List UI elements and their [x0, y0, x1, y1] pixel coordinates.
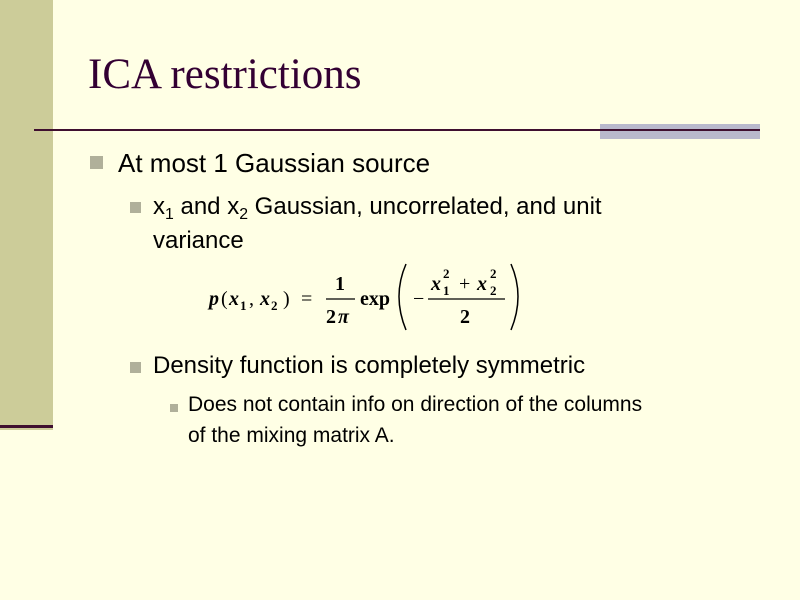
bullet-direction-info-line2: of the mixing matrix A. — [188, 424, 395, 447]
eq-num-sup1: 2 — [443, 266, 450, 281]
bullet-square-icon — [130, 202, 141, 213]
eq-num-sup2: 2 — [490, 266, 497, 281]
subscript-1: 1 — [165, 205, 174, 223]
eq-sub1: 1 — [240, 298, 247, 313]
eq-plus: + — [459, 273, 471, 295]
eq-sub2: 2 — [271, 298, 278, 313]
eq-comma: , — [249, 288, 254, 310]
left-decorative-band — [0, 0, 53, 430]
density-equation — [205, 258, 525, 336]
slide-title: ICA restrictions — [88, 51, 362, 98]
bullet-x1-x2-gaussian — [153, 193, 602, 221]
eq-num-x2: x — [477, 273, 487, 295]
eq-x2: x — [260, 288, 270, 310]
bullet-at-most-one-gaussian: At most 1 Gaussian source — [118, 148, 431, 178]
eq-equals: = — [301, 288, 313, 310]
eq-rparen: ) — [283, 288, 290, 310]
left-band-bottom-edge — [0, 425, 53, 428]
eq-den2: 2 — [460, 306, 470, 328]
eq-lparen: ( — [221, 288, 228, 310]
title-rule — [34, 129, 600, 131]
bullet-density-symmetric: Density function is completely symmetric — [153, 352, 586, 379]
equation-svg — [205, 258, 525, 336]
bullet-square-icon — [170, 404, 178, 412]
bullet-square-icon — [130, 362, 141, 373]
bullet-direction-info-line1: Does not contain info on direction of the columns — [188, 393, 643, 416]
eq-big-rparen — [511, 264, 518, 330]
gaussian-text: Gaussian, uncorrelated, and unit — [248, 193, 602, 220]
eq-big-lparen — [399, 264, 406, 330]
and-x-text: and x — [173, 193, 240, 220]
var-x-text: x — [153, 193, 165, 220]
eq-exp: exp — [360, 288, 390, 310]
bullet-x1-x2-line2: variance — [153, 227, 244, 254]
eq-x1: x — [229, 288, 239, 310]
eq-num-sub2: 2 — [490, 283, 497, 298]
eq-num-1: 1 — [335, 273, 345, 295]
eq-num-sub1: 1 — [443, 283, 450, 298]
eq-num-x1: x — [431, 273, 441, 295]
eq-den-2: 2 — [326, 306, 336, 328]
eq-minus: − — [413, 288, 425, 310]
eq-pi: π — [338, 306, 349, 328]
title-rule-accent-block — [600, 124, 760, 139]
bullet-square-icon — [90, 156, 103, 169]
subscript-2: 2 — [239, 205, 249, 223]
eq-p: p — [209, 288, 219, 310]
